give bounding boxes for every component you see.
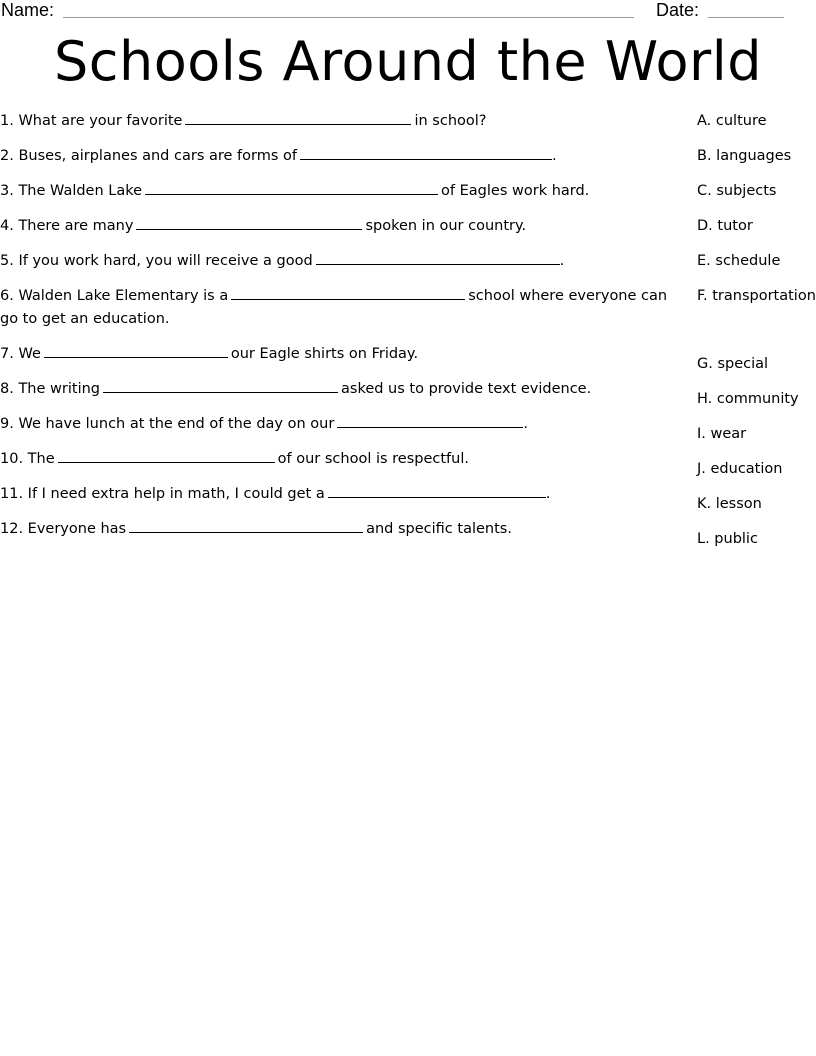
- question-text-after: of our school is respectful.: [277, 451, 469, 467]
- question-list: [0, 110, 672, 553]
- question-item: [0, 378, 672, 401]
- answer-blank[interactable]: [129, 520, 363, 533]
- question-item: [0, 448, 672, 471]
- answer-letter: G.: [697, 356, 713, 372]
- answer-blank[interactable]: [185, 112, 411, 125]
- name-field[interactable]: [63, 17, 634, 18]
- answer-word: subjects: [716, 183, 777, 199]
- answer-letter: I.: [697, 426, 706, 442]
- answer-word: education: [710, 461, 783, 477]
- question-text-before: The Walden Lake: [18, 183, 143, 199]
- question-text-before: Walden Lake Elementary is a: [18, 288, 229, 304]
- word-bank-item: [697, 458, 816, 481]
- question-item: [0, 413, 672, 436]
- name-label: Name:: [1, 0, 55, 20]
- answer-letter: K.: [697, 496, 712, 512]
- question-text-after: school where everyone can go to get an education.: [0, 288, 668, 327]
- name-date-header: [0, 0, 816, 22]
- word-bank-item: [697, 353, 816, 376]
- word-bank-item: [697, 145, 816, 168]
- answer-blank[interactable]: [337, 415, 523, 428]
- question-text-after: our Eagle shirts on Friday.: [230, 346, 419, 362]
- question-text-before: The writing: [18, 381, 100, 397]
- question-text-before: If you work hard, you will receive a good: [18, 253, 313, 269]
- answer-word: wear: [710, 426, 747, 442]
- answer-blank[interactable]: [44, 345, 228, 358]
- answer-letter: F.: [697, 288, 708, 304]
- question-text-after: of Eagles work hard.: [441, 183, 590, 199]
- question-number: 7.: [0, 346, 14, 362]
- question-number: 3.: [0, 183, 14, 199]
- answer-blank[interactable]: [58, 450, 275, 463]
- answer-word: community: [716, 391, 799, 407]
- question-item: [0, 180, 672, 203]
- question-text-before: Everyone has: [27, 521, 127, 537]
- answer-blank[interactable]: [300, 147, 552, 160]
- word-bank-item: [697, 250, 816, 273]
- question-text-after: .: [551, 148, 557, 164]
- question-text-before: We: [18, 346, 41, 362]
- answer-blank[interactable]: [316, 252, 560, 265]
- question-text-before: Buses, airplanes and cars are forms of: [18, 148, 297, 164]
- answer-blank[interactable]: [136, 217, 362, 230]
- answer-blank[interactable]: [328, 485, 546, 498]
- question-text-after: asked us to provide text evidence.: [341, 381, 592, 397]
- question-number: 12.: [0, 521, 24, 537]
- question-number: 8.: [0, 381, 14, 397]
- answer-letter: D.: [697, 218, 713, 234]
- question-text-before: What are your favorite: [18, 113, 183, 129]
- question-item: [0, 145, 672, 168]
- question-item: [0, 343, 672, 366]
- question-item: [0, 250, 672, 273]
- question-text-after: in school?: [414, 113, 487, 129]
- question-item: [0, 518, 672, 541]
- question-number: 4.: [0, 218, 14, 234]
- word-bank-item: [697, 423, 816, 446]
- date-label: Date:: [656, 0, 700, 20]
- question-item: [0, 483, 672, 506]
- answer-word: tutor: [717, 218, 753, 234]
- question-item: [0, 215, 672, 238]
- word-bank: [697, 110, 816, 563]
- date-field[interactable]: [708, 17, 784, 18]
- answer-word: languages: [716, 148, 792, 164]
- question-text-before: We have lunch at the end of the day on our: [18, 416, 335, 432]
- question-number: 9.: [0, 416, 14, 432]
- word-bank-item: [697, 215, 816, 238]
- answer-word: lesson: [715, 496, 762, 512]
- word-bank-item: [697, 528, 816, 551]
- word-bank-item: [697, 388, 816, 411]
- word-bank-item: [697, 110, 816, 133]
- word-bank-item: [697, 493, 816, 516]
- question-number: 6.: [0, 288, 14, 304]
- answer-letter: B.: [697, 148, 712, 164]
- question-item: [0, 110, 672, 133]
- worksheet-title: Schools Around the World: [54, 30, 762, 93]
- answer-letter: C.: [697, 183, 712, 199]
- question-item: [0, 285, 672, 331]
- answer-letter: J.: [697, 461, 706, 477]
- answer-word: special: [717, 356, 769, 372]
- answer-word: public: [714, 531, 758, 547]
- word-bank-item: [697, 285, 816, 308]
- question-text-after: .: [559, 253, 565, 269]
- question-text-after: .: [545, 486, 551, 502]
- answer-letter: E.: [697, 253, 711, 269]
- question-number: 1.: [0, 113, 14, 129]
- answer-word: transportation: [712, 288, 816, 304]
- answer-letter: A.: [697, 113, 712, 129]
- question-number: 11.: [0, 486, 24, 502]
- question-text-after: and specific talents.: [366, 521, 512, 537]
- answer-letter: H.: [697, 391, 713, 407]
- question-number: 5.: [0, 253, 14, 269]
- question-number: 2.: [0, 148, 14, 164]
- question-text-after: .: [523, 416, 528, 432]
- answer-blank[interactable]: [145, 182, 438, 195]
- answer-word: schedule: [715, 253, 781, 269]
- answer-word: culture: [715, 113, 767, 129]
- question-text-before: The: [27, 451, 55, 467]
- question-text-before: There are many: [18, 218, 134, 234]
- answer-blank[interactable]: [103, 380, 338, 393]
- word-bank-item: [697, 180, 816, 203]
- question-number: 10.: [0, 451, 24, 467]
- question-text-before: If I need extra help in math, I could get a: [27, 486, 325, 502]
- answer-letter: L.: [697, 531, 710, 547]
- question-text-after: spoken in our country.: [365, 218, 527, 234]
- answer-blank[interactable]: [231, 287, 465, 300]
